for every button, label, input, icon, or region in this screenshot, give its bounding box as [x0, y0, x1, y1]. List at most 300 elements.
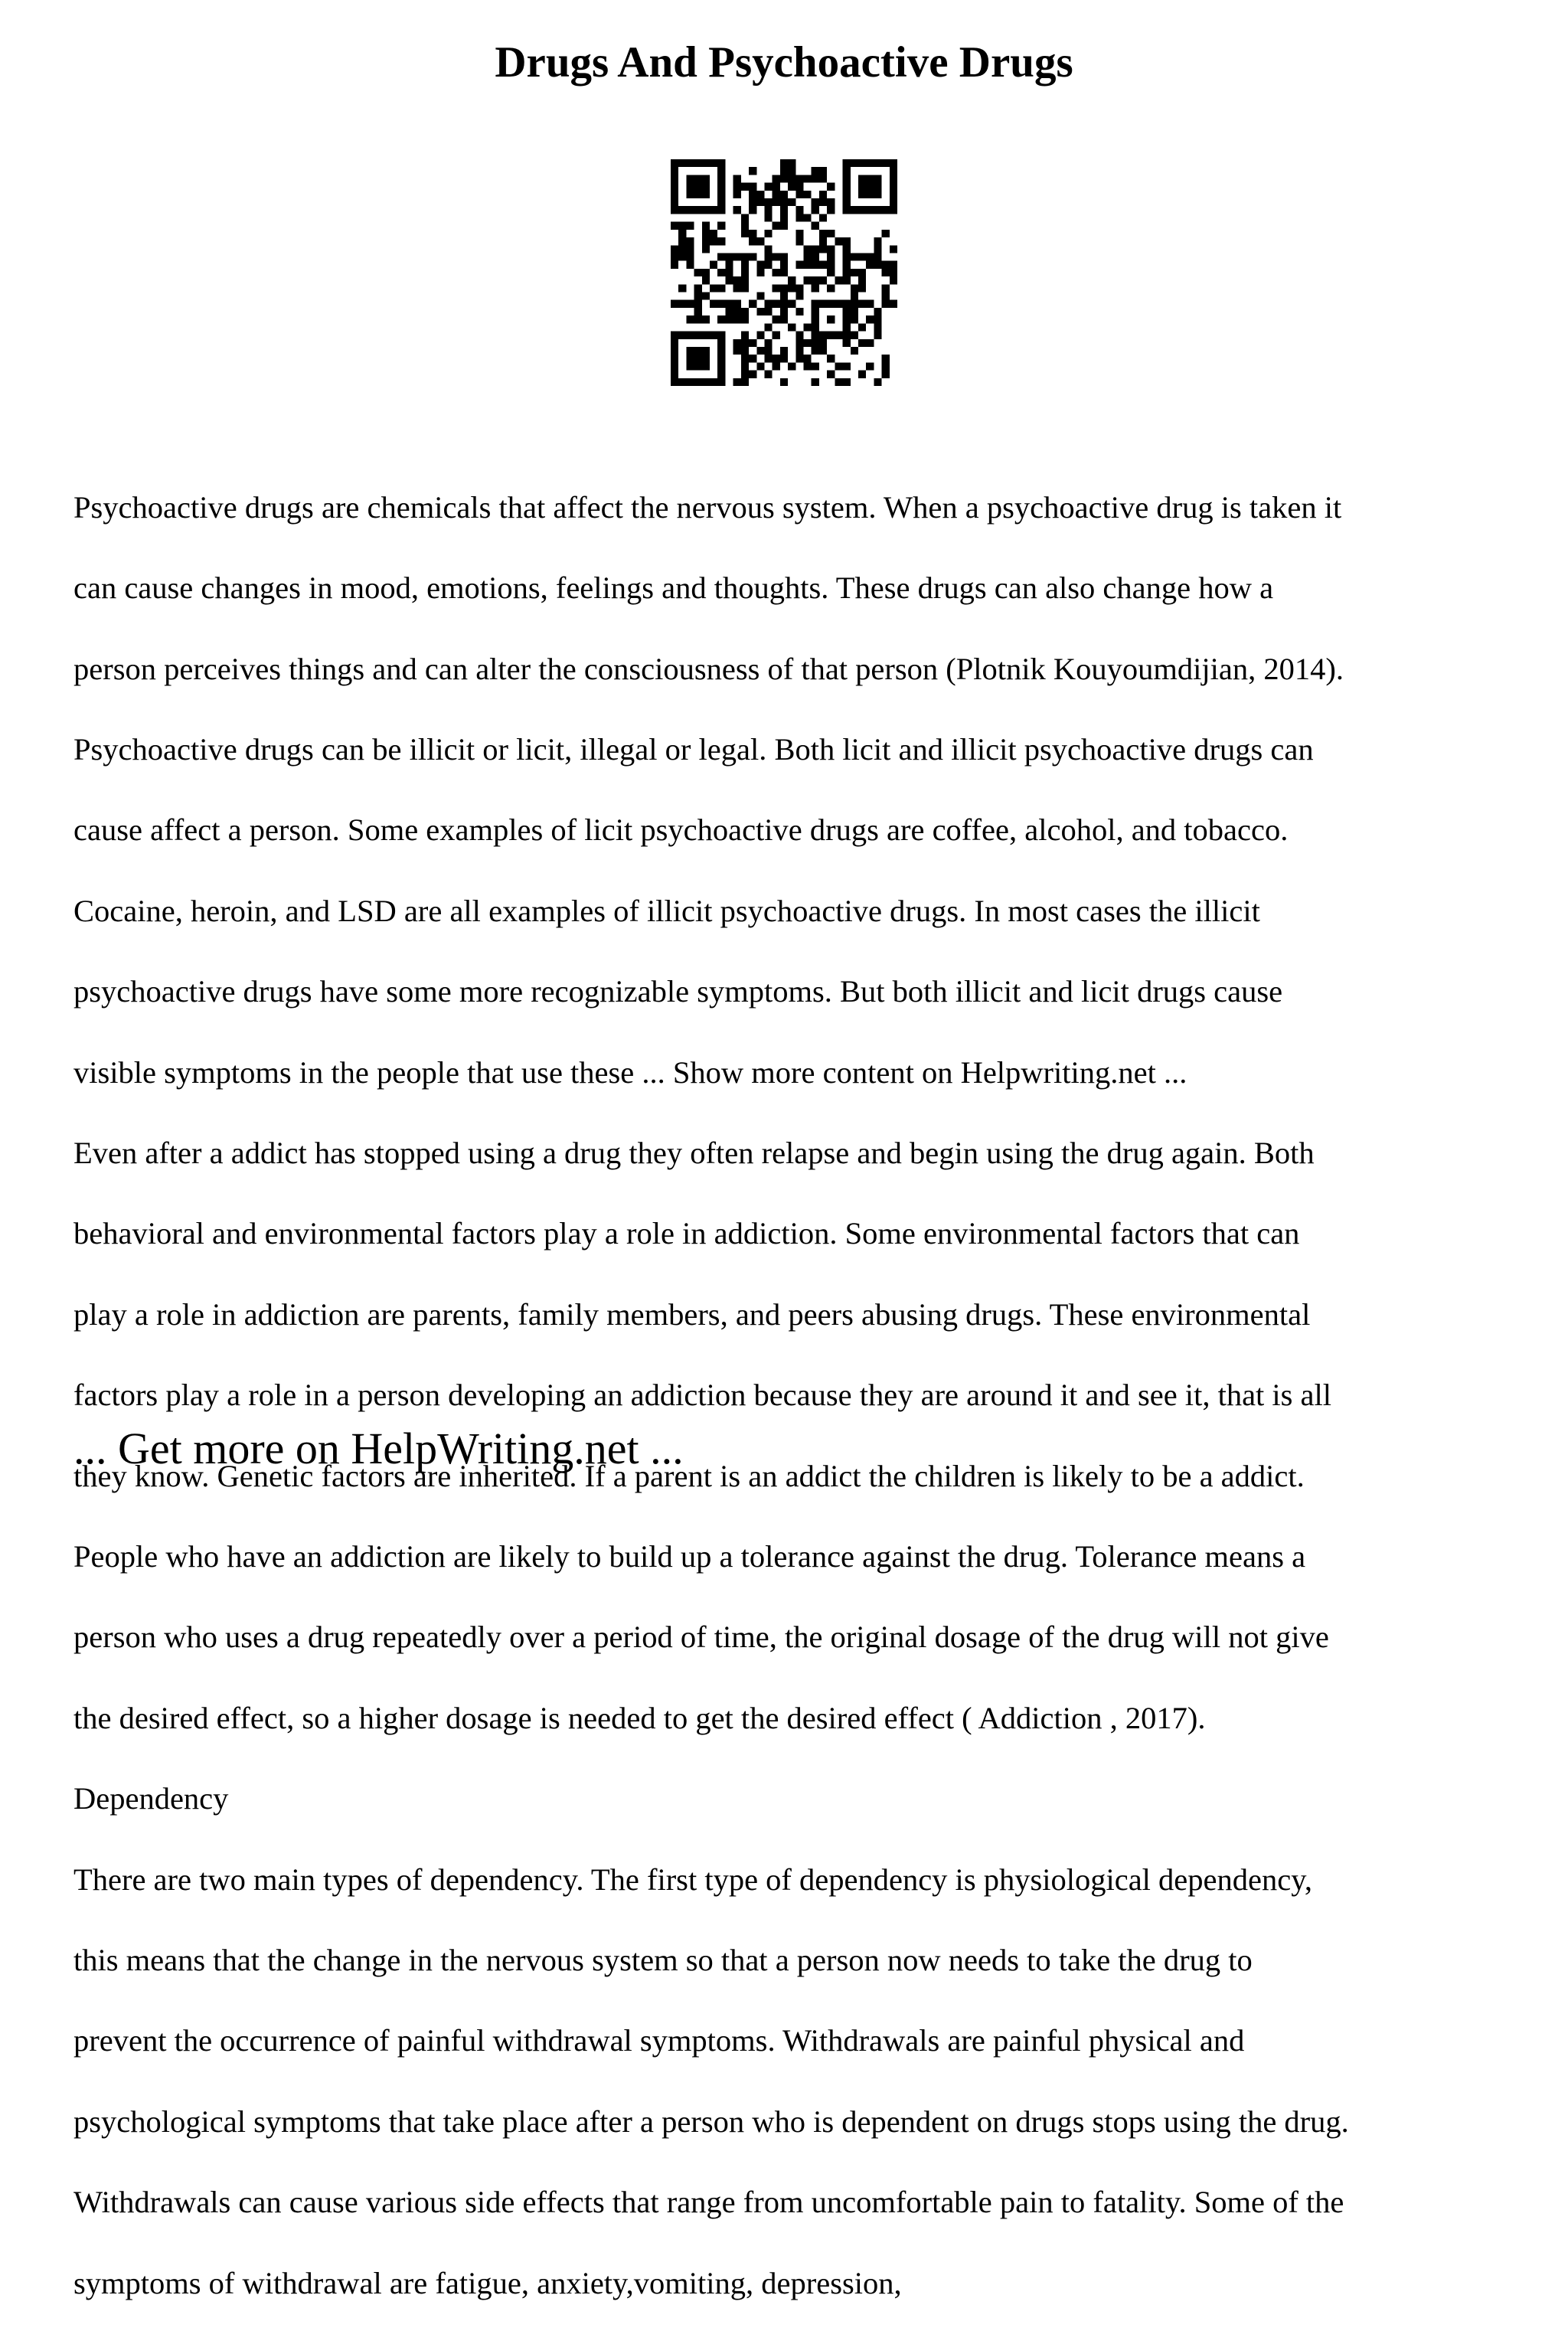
qr-module: [890, 206, 897, 214]
body-line: Psychoactive drugs can be illicit or licit, illegal or legal. Both licit and illicit psychoactive drugs can: [74, 731, 1314, 767]
qr-module: [678, 284, 686, 292]
qr-module: [756, 308, 764, 315]
qr-module: [702, 206, 710, 214]
qr-module: [874, 175, 881, 182]
qr-module: [756, 332, 764, 339]
qr-module: [741, 276, 749, 284]
qr-module: [890, 175, 897, 182]
qr-module: [671, 371, 678, 378]
qr-module: [764, 339, 772, 347]
qr-module: [780, 300, 788, 308]
qr-module: [780, 355, 788, 362]
qr-module: [795, 175, 803, 182]
qr-module: [678, 222, 686, 230]
qr-module: [788, 362, 795, 370]
body-line: factors play a role in a person developing an addiction because they are around it and see it, that is all: [74, 1378, 1332, 1413]
qr-module: [812, 347, 819, 355]
qr-module: [788, 300, 795, 308]
qr-module: [780, 253, 788, 260]
body-line: they know. Genetic factors are inherited. If a parent is an addict the children is likely to be a addict.: [74, 1458, 1305, 1493]
qr-module: [686, 355, 694, 362]
qr-module: [702, 237, 710, 245]
section-heading-dependency: Dependency: [74, 1781, 229, 1816]
qr-module: [741, 308, 749, 315]
qr-module: [890, 198, 897, 206]
qr-module: [835, 300, 842, 308]
qr-module: [671, 191, 678, 198]
qr-module: [788, 167, 795, 175]
qr-module: [717, 332, 725, 339]
qr-module: [804, 245, 812, 253]
qr-module: [733, 276, 741, 284]
qr-module: [866, 175, 874, 182]
qr-module: [756, 362, 764, 370]
qr-module: [773, 332, 780, 339]
qr-module: [733, 347, 741, 355]
body-line: psychological symptoms that take place after a person who is dependent on drugs stops using the drug.: [74, 2104, 1349, 2139]
qr-module: [835, 276, 842, 284]
qr-module: [702, 191, 710, 198]
qr-module: [866, 339, 874, 347]
qr-module: [866, 183, 874, 191]
qr-module: [851, 293, 858, 300]
qr-module: [671, 261, 678, 269]
qr-module: [764, 230, 772, 237]
body-line: behavioral and environmental factors play a role in addiction. Some environmental factors that can: [74, 1216, 1300, 1251]
qr-module: [843, 269, 851, 276]
qr-module: [764, 347, 772, 355]
qr-module: [717, 269, 725, 276]
qr-module: [694, 332, 702, 339]
qr-module: [733, 300, 741, 308]
qr-module: [702, 332, 710, 339]
qr-module: [678, 253, 686, 260]
qr-module: [671, 206, 678, 214]
qr-module: [795, 214, 803, 221]
qr-module: [795, 308, 803, 315]
qr-module: [788, 284, 795, 292]
qr-module: [851, 300, 858, 308]
qr-module: [678, 300, 686, 308]
qr-module: [710, 159, 717, 167]
qr-module: [890, 269, 897, 276]
qr-module: [882, 261, 890, 269]
qr-module: [733, 284, 741, 292]
qr-module: [686, 183, 694, 191]
qr-module: [773, 191, 780, 198]
qr-module: [694, 308, 702, 315]
qr-module: [812, 308, 819, 315]
qr-module: [686, 253, 694, 260]
qr-module: [795, 206, 803, 214]
qr-module: [804, 276, 812, 284]
qr-module: [851, 253, 858, 260]
qr-module: [702, 269, 710, 276]
qr-module: [874, 315, 881, 323]
qr-module: [756, 347, 764, 355]
qr-module: [710, 237, 717, 245]
qr-module: [749, 167, 756, 175]
qr-module: [866, 261, 874, 269]
qr-module: [764, 206, 772, 214]
qr-module: [851, 332, 858, 339]
body-line: Psychoactive drugs are chemicals that affect the nervous system. When a psychoactive drug is taken it: [74, 489, 1342, 525]
qr-module: [835, 237, 842, 245]
qr-module: [717, 167, 725, 175]
qr-module: [812, 339, 819, 347]
qr-module: [812, 323, 819, 331]
qr-module: [851, 206, 858, 214]
qr-module: [827, 183, 835, 191]
qr-module: [874, 378, 881, 386]
qr-module: [686, 245, 694, 253]
qr-module: [694, 300, 702, 308]
qr-module: [686, 362, 694, 370]
qr-module: [795, 355, 803, 362]
qr-module: [874, 253, 881, 260]
qr-module: [733, 191, 741, 198]
qr-module: [890, 183, 897, 191]
qr-module: [733, 315, 741, 323]
qr-module: [788, 175, 795, 182]
qr-module: [717, 315, 725, 323]
qr-module: [773, 198, 780, 206]
qr-module: [671, 300, 678, 308]
qr-module: [843, 191, 851, 198]
qr-module: [741, 253, 749, 260]
qr-module: [749, 371, 756, 378]
qr-module: [780, 222, 788, 230]
qr-module: [741, 261, 749, 269]
qr-module: [773, 253, 780, 260]
qr-module: [795, 237, 803, 245]
get-more-link[interactable]: ... Get more on HelpWriting.net ...: [74, 1424, 684, 1473]
qr-module: [741, 269, 749, 276]
qr-module: [858, 323, 866, 331]
qr-module: [788, 159, 795, 167]
qr-module: [710, 261, 717, 269]
qr-module: [710, 300, 717, 308]
qr-module: [843, 175, 851, 182]
qr-module: [749, 183, 756, 191]
qr-module: [710, 206, 717, 214]
qr-module: [795, 293, 803, 300]
qr-module: [788, 183, 795, 191]
qr-module: [874, 183, 881, 191]
qr-module: [671, 347, 678, 355]
qr-module: [686, 222, 694, 230]
qr-module: [804, 253, 812, 260]
qr-module: [812, 167, 819, 175]
qr-module: [780, 214, 788, 221]
qr-module: [882, 371, 890, 378]
qr-module: [780, 167, 788, 175]
qr-module: [890, 245, 897, 253]
qr-module: [671, 222, 678, 230]
qr-module: [843, 362, 851, 370]
qr-module: [843, 253, 851, 260]
qr-module: [717, 253, 725, 260]
qr-module: [741, 362, 749, 370]
qr-module: [812, 261, 819, 269]
qr-module: [686, 261, 694, 269]
qr-module: [890, 191, 897, 198]
qr-module: [795, 339, 803, 347]
qr-module: [710, 284, 717, 292]
qr-module: [812, 206, 819, 214]
qr-module: [812, 315, 819, 323]
qr-module: [812, 300, 819, 308]
qr-module: [812, 253, 819, 260]
qr-module: [780, 206, 788, 214]
qr-module: [858, 183, 866, 191]
qr-module: [827, 253, 835, 260]
qr-module: [882, 300, 890, 308]
qr-module: [812, 276, 819, 284]
qr-module: [890, 276, 897, 284]
qr-module: [678, 206, 686, 214]
body-line: person who uses a drug repeatedly over a period of time, the original dosage of the drug will not give: [74, 1620, 1329, 1655]
body-line: visible symptoms in the people that use these ... Show more content on Helpwriting.net ...: [74, 1054, 1187, 1090]
qr-module: [843, 308, 851, 315]
qr-module: [804, 175, 812, 182]
qr-module: [717, 222, 725, 230]
qr-module: [874, 261, 881, 269]
qr-module: [835, 362, 842, 370]
qr-module: [678, 230, 686, 237]
qr-module: [756, 237, 764, 245]
qr-module: [749, 339, 756, 347]
qr-module: [780, 293, 788, 300]
qr-module: [694, 183, 702, 191]
qr-module: [764, 355, 772, 362]
qr-module: [749, 206, 756, 214]
qr-module: [827, 284, 835, 292]
qr-module: [843, 183, 851, 191]
qr-module: [819, 245, 827, 253]
qr-module: [819, 339, 827, 347]
qr-module: [773, 300, 780, 308]
qr-module: [874, 245, 881, 253]
qr-module: [882, 362, 890, 370]
qr-module: [710, 378, 717, 386]
qr-module: [671, 167, 678, 175]
body-line: person perceives things and can alter the consciousness of that person (Plotnik Kouyoumdijian, 2014).: [74, 651, 1344, 686]
qr-module: [780, 378, 788, 386]
qr-module: [733, 378, 741, 386]
qr-module: [741, 378, 749, 386]
qr-code-icon: [671, 159, 897, 386]
qr-module: [741, 339, 749, 347]
qr-module: [780, 315, 788, 323]
qr-module: [756, 269, 764, 276]
qr-module: [764, 300, 772, 308]
qr-module: [671, 339, 678, 347]
qr-module: [671, 198, 678, 206]
qr-module: [866, 253, 874, 260]
body-line: can cause changes in mood, emotions, feelings and thoughts. These drugs can also change how a: [74, 570, 1274, 606]
qr-module: [694, 355, 702, 362]
qr-module: [741, 284, 749, 292]
qr-module: [773, 355, 780, 362]
qr-module: [686, 300, 694, 308]
qr-module: [686, 332, 694, 339]
qr-module: [717, 191, 725, 198]
qr-module: [702, 183, 710, 191]
qr-module: [874, 237, 881, 245]
qr-module: [780, 159, 788, 167]
qr-module: [702, 378, 710, 386]
qr-module: [733, 308, 741, 315]
qr-module: [756, 198, 764, 206]
qr-module: [780, 284, 788, 292]
body-line: the desired effect, so a higher dosage is needed to get the desired effect ( Addiction , 2017).: [74, 1700, 1206, 1735]
qr-module: [773, 222, 780, 230]
qr-module: [741, 371, 749, 378]
qr-module: [694, 269, 702, 276]
qr-module: [694, 175, 702, 182]
qr-module: [702, 230, 710, 237]
qr-module: [717, 159, 725, 167]
qr-module: [812, 362, 819, 370]
qr-module: [843, 198, 851, 206]
qr-module: [702, 293, 710, 300]
qr-module: [773, 175, 780, 182]
qr-module: [795, 347, 803, 355]
qr-module: [686, 175, 694, 182]
qr-module: [843, 276, 851, 284]
qr-module: [717, 183, 725, 191]
qr-module: [795, 230, 803, 237]
qr-module: [890, 261, 897, 269]
body-line: Cocaine, heroin, and LSD are all examples of illicit psychoactive drugs. In most cases the illicit: [74, 893, 1260, 928]
qr-module: [717, 237, 725, 245]
qr-module: [866, 206, 874, 214]
qr-module: [858, 269, 866, 276]
qr-module: [804, 191, 812, 198]
qr-module: [858, 159, 866, 167]
qr-module: [819, 175, 827, 182]
qr-module: [749, 300, 756, 308]
qr-module: [749, 230, 756, 237]
qr-module: [741, 230, 749, 237]
qr-module: [780, 261, 788, 269]
qr-module: [851, 284, 858, 292]
qr-module: [874, 323, 881, 331]
qr-module: [882, 206, 890, 214]
qr-module: [874, 308, 881, 315]
qr-module: [733, 183, 741, 191]
qr-module: [694, 206, 702, 214]
qr-module: [741, 332, 749, 339]
body-line: this means that the change in the nervous system so that a person now needs to take the drug to: [74, 1943, 1253, 1978]
qr-module: [725, 269, 733, 276]
qr-module: [843, 245, 851, 253]
qr-module: [858, 371, 866, 378]
qr-module: [780, 198, 788, 206]
qr-module: [702, 245, 710, 253]
qr-module: [819, 191, 827, 198]
qr-module: [678, 332, 686, 339]
qr-module: [843, 159, 851, 167]
body-line: prevent the occurrence of painful withdrawal symptoms. Withdrawals are painful physical and: [74, 2023, 1245, 2058]
qr-module: [741, 347, 749, 355]
qr-module: [851, 308, 858, 315]
qr-module: [733, 206, 741, 214]
qr-module: [804, 323, 812, 331]
qr-module: [773, 284, 780, 292]
qr-module: [819, 276, 827, 284]
qr-module: [741, 183, 749, 191]
qr-module: [874, 159, 881, 167]
qr-module: [795, 332, 803, 339]
qr-module: [764, 323, 772, 331]
qr-module: [671, 175, 678, 182]
qr-module: [827, 315, 835, 323]
qr-module: [717, 284, 725, 292]
qr-module: [780, 347, 788, 355]
qr-module: [843, 167, 851, 175]
qr-module: [702, 159, 710, 167]
qr-module: [702, 362, 710, 370]
qr-module: [725, 261, 733, 269]
qr-module: [717, 362, 725, 370]
qr-module: [858, 253, 866, 260]
qr-module: [749, 198, 756, 206]
qr-module: [812, 222, 819, 230]
qr-module: [812, 245, 819, 253]
body-line: People who have an addiction are likely to build up a tolerance against the drug. Tolerance means a: [74, 1538, 1306, 1574]
qr-module: [812, 175, 819, 182]
qr-module: [780, 191, 788, 198]
qr-module: [749, 191, 756, 198]
qr-module: [678, 237, 686, 245]
qr-module: [866, 191, 874, 198]
qr-module: [702, 355, 710, 362]
qr-module: [882, 230, 890, 237]
qr-module: [702, 347, 710, 355]
qr-module: [795, 191, 803, 198]
qr-module: [725, 276, 733, 284]
qr-module: [804, 355, 812, 362]
qr-module: [741, 355, 749, 362]
qr-module: [890, 300, 897, 308]
qr-module: [702, 315, 710, 323]
qr-module: [866, 315, 874, 323]
qr-module: [788, 276, 795, 284]
qr-module: [773, 269, 780, 276]
qr-module: [710, 230, 717, 237]
qr-module: [827, 371, 835, 378]
qr-module: [733, 339, 741, 347]
qr-module: [851, 269, 858, 276]
qr-module: [764, 183, 772, 191]
body-line: cause affect a person. Some examples of licit psychoactive drugs are coffee, alcohol, and tobacco.: [74, 812, 1289, 848]
qr-module: [749, 355, 756, 362]
qr-module: [686, 237, 694, 245]
qr-module: [725, 308, 733, 315]
qr-module: [851, 315, 858, 323]
qr-module: [694, 159, 702, 167]
qr-module: [749, 237, 756, 245]
qr-module: [780, 269, 788, 276]
qr-module: [756, 261, 764, 269]
qr-module: [858, 339, 866, 347]
qr-module: [795, 183, 803, 191]
qr-module: [702, 222, 710, 230]
qr-module: [686, 315, 694, 323]
qr-module: [741, 222, 749, 230]
